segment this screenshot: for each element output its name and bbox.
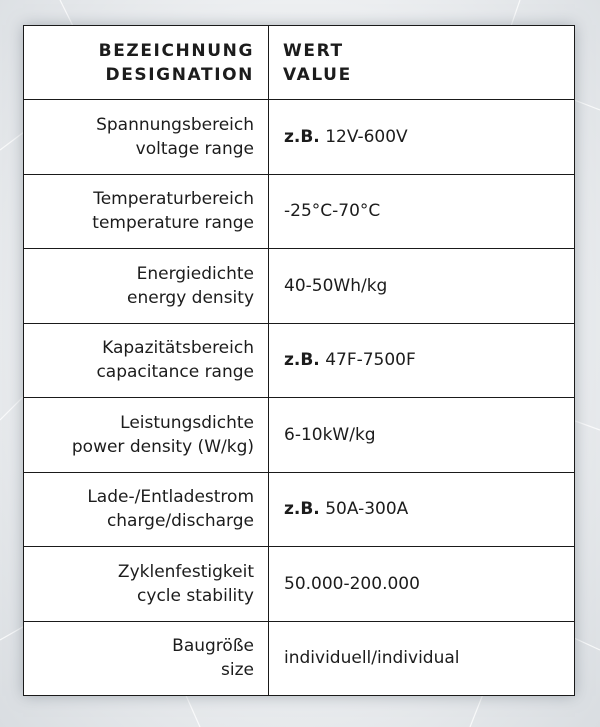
label-english: capacitance range <box>96 362 254 383</box>
label-german: Spannungsbereich <box>96 114 254 135</box>
label-english: temperature range <box>92 213 254 234</box>
value-cell <box>269 547 575 622</box>
specification-table <box>23 25 575 696</box>
designation-cell <box>24 621 269 696</box>
label-english: charge/discharge <box>106 511 254 532</box>
label-german: Leistungsdichte <box>120 412 254 433</box>
value-prefix: z.B. <box>284 350 320 371</box>
table-row <box>24 547 575 622</box>
value-column-header <box>269 26 575 100</box>
table-row <box>24 621 575 696</box>
label-english: cycle stability <box>137 585 254 606</box>
designation-cell <box>24 472 269 547</box>
designation-cell <box>24 398 269 473</box>
value-text: -25°C-70°C <box>284 201 381 222</box>
label-english: power density (W/kg) <box>71 436 254 457</box>
label-german: Temperaturbereich <box>93 189 254 210</box>
designation-cell <box>24 547 269 622</box>
table-header-row <box>24 26 575 100</box>
label-german: Energiedichte <box>136 263 254 284</box>
label-german: Kapazitätsbereich <box>102 338 254 359</box>
designation-cell <box>24 249 269 324</box>
label-german: Zyklenfestigkeit <box>117 561 254 582</box>
value-text: individuell/individual <box>284 648 460 669</box>
header-label-german: BEZEICHNUNG <box>98 40 254 61</box>
header-value-english: VALUE <box>283 64 352 85</box>
label-english: voltage range <box>135 138 254 159</box>
value-cell <box>269 621 575 696</box>
label-german: Baugröße <box>172 636 254 657</box>
value-prefix: z.B. <box>284 499 320 520</box>
table-row <box>24 472 575 547</box>
value-cell <box>269 100 575 175</box>
value-text: 40-50Wh/kg <box>284 275 388 296</box>
table-row <box>24 249 575 324</box>
table-row <box>24 100 575 175</box>
designation-column-header <box>24 26 269 100</box>
value-text: 12V-600V <box>325 126 408 147</box>
value-prefix: z.B. <box>284 126 320 147</box>
label-english: size <box>221 660 254 681</box>
header-label-english: DESIGNATION <box>105 64 254 85</box>
value-cell <box>269 472 575 547</box>
value-text: 50A-300A <box>325 499 409 520</box>
value-cell <box>269 323 575 398</box>
designation-cell <box>24 100 269 175</box>
value-text: 50.000-200.000 <box>284 573 420 594</box>
table-row <box>24 174 575 249</box>
value-text: 6-10kW/kg <box>284 424 376 445</box>
label-german: Lade-/Entladestrom <box>87 487 254 508</box>
header-value-german: WERT <box>283 40 344 61</box>
table-row <box>24 323 575 398</box>
designation-cell <box>24 323 269 398</box>
designation-cell <box>24 174 269 249</box>
value-cell <box>269 174 575 249</box>
value-cell <box>269 398 575 473</box>
value-cell <box>269 249 575 324</box>
table-row <box>24 398 575 473</box>
value-text: 47F-7500F <box>325 350 416 371</box>
label-english: energy density <box>127 287 254 308</box>
